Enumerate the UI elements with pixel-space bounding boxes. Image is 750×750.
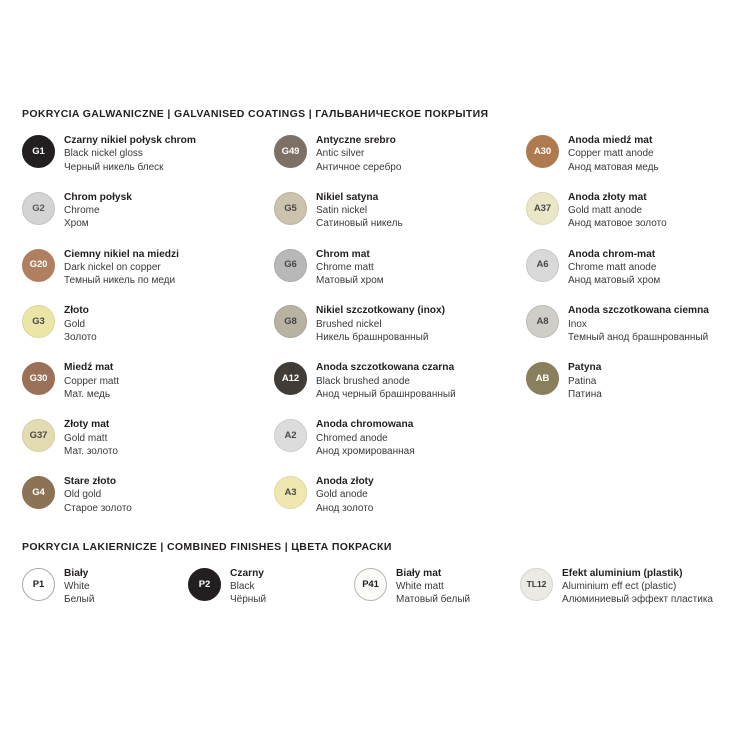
swatch-label-ru: Темный никель по меди bbox=[64, 275, 176, 287]
swatch-item[interactable] bbox=[520, 567, 750, 607]
swatch-label-ru: Анод матовая медь bbox=[568, 161, 659, 173]
swatch-item[interactable] bbox=[188, 567, 354, 607]
swatch-label-pl: Anoda złoty mat bbox=[568, 191, 647, 203]
swatch-label-en: Chromed anode bbox=[316, 432, 388, 444]
swatch-circle-p1: P1 bbox=[22, 568, 55, 601]
swatch-label-pl: Chrom połysk bbox=[64, 191, 132, 203]
swatch-label-ru: Мат. медь bbox=[64, 388, 111, 400]
swatch-label-ru: Матовый белый bbox=[396, 594, 471, 606]
swatch-circle-g1: G1 bbox=[22, 135, 55, 168]
swatch-label-en: Gold matt anode bbox=[568, 205, 642, 217]
swatch-labels bbox=[64, 361, 119, 401]
swatch-label-pl: Stare złoto bbox=[64, 475, 117, 487]
swatch-circle-a37: A37 bbox=[526, 192, 559, 225]
swatch-label-en: Brushed nickel bbox=[316, 318, 382, 330]
swatch-label-en: Black brushed anode bbox=[316, 375, 410, 387]
combined-grid bbox=[22, 567, 732, 624]
swatch-label-pl: Anoda szczotkowana czarna bbox=[316, 362, 455, 374]
swatch-label-en: White matt bbox=[396, 581, 444, 593]
swatch-label-ru: Старое золото bbox=[64, 502, 132, 514]
swatch-labels bbox=[568, 191, 667, 231]
swatch-labels bbox=[64, 475, 132, 515]
swatch-label-ru: Анод золото bbox=[316, 502, 374, 514]
swatch-item[interactable] bbox=[354, 567, 520, 607]
swatch-labels bbox=[316, 475, 374, 515]
swatch-item[interactable] bbox=[22, 567, 188, 607]
swatch-label-ru: Золото bbox=[64, 332, 97, 344]
swatch-label-en: Antic silver bbox=[316, 148, 365, 160]
section-title-combined: POKRYCIA LAKIERNICZE | COMBINED FINISHES | ЦВЕТА ПОКРАСКИ bbox=[22, 540, 392, 553]
swatch-labels bbox=[316, 418, 415, 458]
swatch-labels bbox=[64, 134, 196, 174]
swatch-circle-a8: A8 bbox=[526, 305, 559, 338]
swatch-labels bbox=[316, 248, 384, 288]
swatch-item[interactable] bbox=[274, 304, 526, 344]
swatch-label-pl: Czarny nikiel połysk chrom bbox=[64, 135, 196, 146]
section-galvanised bbox=[22, 108, 732, 532]
swatch-label-en: Patina bbox=[568, 375, 597, 387]
swatch-label-pl: Anoda chromowana bbox=[316, 419, 414, 431]
swatch-label-ru: Сатиновый никель bbox=[316, 218, 403, 230]
swatch-label-ru: Хром bbox=[64, 218, 89, 230]
swatch-label-en: Chrome matt anode bbox=[568, 262, 657, 274]
swatch-label-pl: Anoda chrom-mat bbox=[568, 248, 656, 260]
swatch-labels bbox=[568, 361, 602, 401]
swatch-circle-tl12: TL12 bbox=[520, 568, 553, 601]
swatch-item[interactable] bbox=[22, 248, 274, 288]
swatch-label-pl: Biały bbox=[64, 567, 89, 579]
swatch-label-ru: Античное серебро bbox=[316, 161, 402, 173]
swatch-item[interactable] bbox=[274, 475, 526, 515]
swatch-label-pl: Patyna bbox=[568, 362, 602, 374]
section-combined bbox=[22, 541, 732, 624]
swatch-circle-ab: AB bbox=[526, 362, 559, 395]
swatch-label-ru: Темный анод брашнрованный bbox=[568, 332, 709, 344]
swatch-label-ru: Анод матовый хром bbox=[568, 275, 661, 287]
swatch-item[interactable] bbox=[526, 191, 732, 231]
swatch-item[interactable] bbox=[274, 191, 526, 231]
swatch-label-pl: Anoda złoty bbox=[316, 475, 374, 487]
swatch-circle-a30: A30 bbox=[526, 135, 559, 168]
swatch-label-pl: Ciemny nikiel na miedzi bbox=[64, 248, 179, 260]
swatch-label-en: Gold anode bbox=[316, 489, 368, 501]
swatch-item[interactable] bbox=[22, 134, 274, 174]
swatch-label-ru: Мат. золото bbox=[64, 445, 118, 457]
swatch-circle-a3: A3 bbox=[274, 476, 307, 509]
swatch-label-en: Dark nickel on copper bbox=[64, 262, 161, 274]
swatch-label-pl: Chrom mat bbox=[316, 248, 370, 260]
swatch-label-pl: Anoda szczotkowana ciemna bbox=[568, 305, 709, 317]
swatch-label-ru: Белый bbox=[64, 594, 95, 606]
swatch-circle-p2: P2 bbox=[188, 568, 221, 601]
swatch-item[interactable] bbox=[22, 304, 274, 344]
swatch-labels bbox=[316, 304, 445, 344]
grid-spacer bbox=[526, 475, 732, 515]
swatch-circle-g30: G30 bbox=[22, 362, 55, 395]
swatch-labels bbox=[316, 134, 401, 174]
swatch-label-ru: Алюминиевый эффект пластика bbox=[562, 594, 713, 606]
swatch-item[interactable] bbox=[526, 361, 732, 401]
swatch-labels bbox=[64, 418, 118, 458]
grid-spacer bbox=[526, 418, 732, 458]
swatch-item[interactable] bbox=[274, 418, 526, 458]
swatch-item[interactable] bbox=[22, 361, 274, 401]
swatch-label-ru: Анод матовое золото bbox=[568, 218, 667, 230]
swatch-label-en: Aluminium eff ect (plastic) bbox=[562, 581, 677, 593]
swatch-label-pl: Nikiel szczotkowany (inox) bbox=[316, 305, 446, 317]
swatch-labels bbox=[396, 567, 470, 607]
swatch-circle-g49: G49 bbox=[274, 135, 307, 168]
swatch-circle-g37: G37 bbox=[22, 419, 55, 452]
swatch-labels bbox=[230, 567, 266, 607]
swatch-labels bbox=[64, 248, 179, 288]
swatch-item[interactable] bbox=[22, 475, 274, 515]
swatch-label-pl: Złoty mat bbox=[64, 419, 110, 431]
swatch-label-pl: Nikiel satyna bbox=[316, 191, 379, 203]
section-title-galvanised: POKRYCIA GALWANICZNE | GALVANISED COATINGS | ГАЛЬВАНИЧЕСКОЕ ПОКРЫТИЯ bbox=[22, 108, 489, 120]
swatch-labels bbox=[316, 361, 456, 401]
swatch-labels bbox=[64, 191, 132, 231]
swatch-label-en: Old gold bbox=[64, 489, 102, 501]
swatch-circle-g4: G4 bbox=[22, 476, 55, 509]
swatch-circle-a6: A6 bbox=[526, 249, 559, 282]
swatch-item[interactable] bbox=[22, 418, 274, 458]
swatch-label-pl: Miedź mat bbox=[64, 362, 114, 374]
section-divider-space bbox=[22, 532, 732, 539]
swatch-item[interactable] bbox=[274, 361, 526, 401]
swatch-circle-g3: G3 bbox=[22, 305, 55, 338]
swatch-label-ru: Анод хромированная bbox=[316, 445, 415, 457]
galvanised-grid bbox=[22, 134, 732, 532]
swatch-labels bbox=[568, 134, 659, 174]
swatch-item[interactable] bbox=[22, 191, 274, 231]
swatch-circle-g8: G8 bbox=[274, 305, 307, 338]
swatch-labels bbox=[64, 304, 97, 344]
swatch-label-en: Satin nickel bbox=[316, 205, 368, 217]
swatch-circle-a12: A12 bbox=[274, 362, 307, 395]
swatch-item[interactable] bbox=[526, 134, 732, 174]
swatch-labels bbox=[64, 567, 94, 607]
swatch-label-pl: Złoto bbox=[64, 305, 89, 317]
swatch-label-en: Inox bbox=[568, 318, 587, 330]
swatch-label-en: Copper matt anode bbox=[568, 148, 654, 160]
swatch-label-ru: Чёрный bbox=[230, 594, 267, 606]
swatch-label-en: Black nickel gloss bbox=[64, 148, 143, 160]
swatch-item[interactable] bbox=[274, 134, 526, 174]
swatch-labels bbox=[562, 567, 713, 607]
swatch-labels bbox=[568, 304, 709, 344]
swatch-circle-p41: P41 bbox=[354, 568, 387, 601]
swatch-label-ru: Патина bbox=[568, 388, 602, 400]
swatch-label-ru: Никель брашнрованный bbox=[316, 332, 429, 344]
swatch-label-en: Chrome bbox=[64, 205, 100, 217]
swatch-label-pl: Czarny bbox=[230, 567, 264, 579]
swatch-label-en: Chrome matt bbox=[316, 262, 374, 274]
swatch-item[interactable] bbox=[526, 248, 732, 288]
swatch-label-en: White bbox=[64, 581, 90, 593]
swatch-label-en: Black bbox=[230, 581, 255, 593]
swatch-circle-g2: G2 bbox=[22, 192, 55, 225]
swatch-label-ru: Анод черный брашнрованный bbox=[316, 388, 456, 400]
swatch-label-pl: Anoda miedź mat bbox=[568, 135, 653, 146]
swatch-circle-g6: G6 bbox=[274, 249, 307, 282]
swatch-label-en: Gold bbox=[64, 318, 86, 330]
swatch-label-ru: Матовый хром bbox=[316, 275, 384, 287]
swatch-circle-g20: G20 bbox=[22, 249, 55, 282]
swatch-item[interactable] bbox=[274, 248, 526, 288]
swatch-labels bbox=[568, 248, 660, 288]
swatch-item[interactable] bbox=[526, 304, 732, 344]
swatch-label-ru: Черный никель блеск bbox=[64, 161, 164, 173]
swatch-label-pl: Efekt aluminium (plastik) bbox=[562, 567, 683, 579]
swatch-label-pl: Antyczne srebro bbox=[316, 135, 396, 146]
swatch-label-en: Copper matt bbox=[64, 375, 120, 387]
swatch-labels bbox=[316, 191, 403, 231]
swatch-label-en: Gold matt bbox=[64, 432, 108, 444]
swatch-circle-g5: G5 bbox=[274, 192, 307, 225]
swatch-circle-a2: A2 bbox=[274, 419, 307, 452]
swatch-label-pl: Biały mat bbox=[396, 567, 442, 579]
